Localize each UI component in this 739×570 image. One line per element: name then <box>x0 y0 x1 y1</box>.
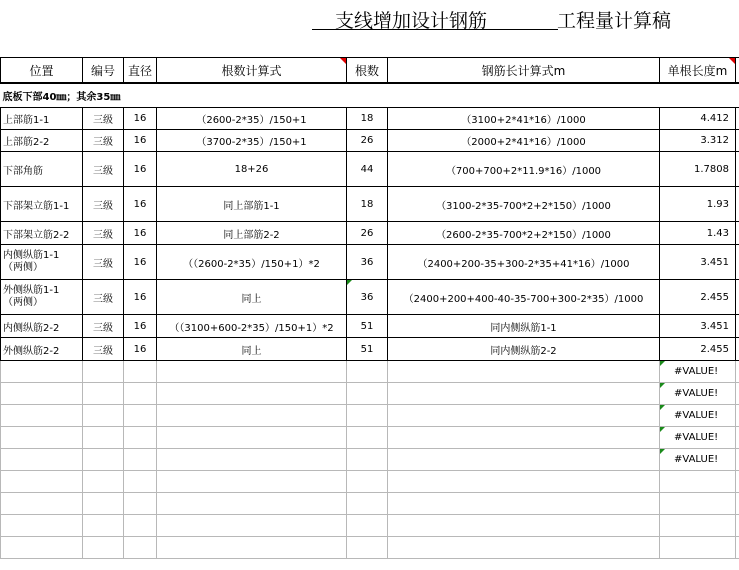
cell-extra[interactable] <box>736 245 739 280</box>
empty-cell[interactable] <box>388 405 660 427</box>
empty-cell[interactable] <box>660 515 736 537</box>
cell-position[interactable]: 内侧纵筋2-2 <box>1 315 83 338</box>
cell-code[interactable]: 三级 <box>83 222 124 245</box>
table-row <box>1 280 739 315</box>
cell-length-formula[interactable]: （2600-2*35-700*2+2*150）/1000 <box>388 222 660 245</box>
empty-cell[interactable] <box>83 493 124 515</box>
empty-cell[interactable] <box>157 537 347 559</box>
cell-extra[interactable] <box>736 152 739 187</box>
empty-cell[interactable] <box>347 537 388 559</box>
cell-unit-length[interactable]: 2.455 <box>660 280 736 315</box>
position-line1: 内侧纵筋1-1 <box>3 250 60 261</box>
cell-count-formula[interactable]: 同上部筋2-2 <box>157 222 347 245</box>
position-line1: 外侧纵筋1-1 <box>3 285 60 296</box>
empty-cell[interactable] <box>1 405 83 427</box>
header-unit-length[interactable]: 单根长度m <box>660 58 736 84</box>
empty-cell[interactable] <box>388 449 660 471</box>
cell-code[interactable]: 三级 <box>83 130 124 152</box>
cell-count-formula[interactable]: （3700-2*35）/150+1 <box>157 130 347 152</box>
cell-count-formula[interactable]: （（2600-2*35）/150+1）*2 <box>157 245 347 280</box>
table-row <box>1 383 739 405</box>
header-row <box>1 58 739 84</box>
table-row <box>1 537 739 559</box>
empty-cell[interactable] <box>83 515 124 537</box>
cell-extra[interactable] <box>736 187 739 222</box>
cell-count[interactable]: 36 <box>347 280 388 315</box>
table-row <box>1 108 739 130</box>
empty-cell[interactable] <box>388 493 660 515</box>
cell-position[interactable]: 下部角筋 <box>1 152 83 187</box>
cell-length-formula[interactable]: （3100+2*41*16）/1000 <box>388 108 660 130</box>
table-row <box>1 471 739 493</box>
empty-cell[interactable] <box>736 361 739 383</box>
cell-count-formula[interactable]: 同上 <box>157 338 347 361</box>
cell-extra[interactable] <box>736 280 739 315</box>
cell-diameter[interactable]: 16 <box>124 130 157 152</box>
empty-cell[interactable] <box>124 361 157 383</box>
cell-code[interactable]: 三级 <box>83 187 124 222</box>
cell-length-formula[interactable]: （2400+200-35+300-2*35+41*16）/1000 <box>388 245 660 280</box>
empty-cell[interactable] <box>124 537 157 559</box>
empty-cell[interactable] <box>157 471 347 493</box>
cell-unit-length[interactable]: 3.312 <box>660 130 736 152</box>
empty-cell[interactable] <box>124 471 157 493</box>
empty-cell[interactable] <box>83 471 124 493</box>
cover-note[interactable]: 底板下部40㎜；其余35㎜ <box>1 83 739 108</box>
table-row <box>1 152 739 187</box>
cell-diameter[interactable]: 16 <box>124 280 157 315</box>
position-line2: （两侧） <box>3 262 43 273</box>
empty-cell[interactable] <box>124 383 157 405</box>
empty-cell[interactable] <box>157 361 347 383</box>
error-cell[interactable]: #VALUE! <box>660 449 736 471</box>
error-cell[interactable]: #VALUE! <box>660 427 736 449</box>
cell-unit-length[interactable]: 4.412 <box>660 108 736 130</box>
empty-cell[interactable] <box>1 383 83 405</box>
empty-cell[interactable] <box>1 449 83 471</box>
table-row <box>1 245 739 280</box>
empty-cell[interactable] <box>388 427 660 449</box>
document-title <box>0 4 739 36</box>
header-position[interactable]: 位置 <box>1 58 83 84</box>
error-cell[interactable]: #VALUE! <box>660 383 736 405</box>
title-part2: 工程量计算稿 <box>557 10 672 32</box>
empty-cell[interactable] <box>347 405 388 427</box>
cell-unit-length[interactable]: 1.93 <box>660 187 736 222</box>
empty-cell[interactable] <box>157 405 347 427</box>
title-part1: 支线增加设计钢筋 <box>335 10 488 32</box>
cell-length-formula[interactable]: （2400+200+400-40-35-700+300-2*35）/1000 <box>388 280 660 315</box>
empty-cell[interactable] <box>124 405 157 427</box>
table-row <box>1 405 739 427</box>
cell-count[interactable]: 44 <box>347 152 388 187</box>
cell-code[interactable]: 三级 <box>83 152 124 187</box>
empty-cell[interactable] <box>1 515 83 537</box>
empty-cell[interactable] <box>1 361 83 383</box>
cell-count-formula[interactable]: （2600-2*35）/150+1 <box>157 108 347 130</box>
cell-position[interactable]: 上部筋2-2 <box>1 130 83 152</box>
calculation-table <box>0 57 739 559</box>
empty-cell[interactable] <box>83 405 124 427</box>
empty-cell[interactable] <box>347 427 388 449</box>
empty-cell[interactable] <box>157 383 347 405</box>
empty-cell[interactable] <box>736 537 739 559</box>
empty-cell[interactable] <box>347 471 388 493</box>
cell-count[interactable]: 26 <box>347 222 388 245</box>
empty-cell[interactable] <box>736 449 739 471</box>
cell-unit-length[interactable]: 1.7808 <box>660 152 736 187</box>
cell-position[interactable] <box>1 280 83 315</box>
cell-code[interactable]: 三级 <box>83 245 124 280</box>
empty-cell[interactable] <box>83 537 124 559</box>
cell-unit-length[interactable]: 1.43 <box>660 222 736 245</box>
cell-extra[interactable] <box>736 108 739 130</box>
empty-cell[interactable] <box>1 471 83 493</box>
cell-position[interactable]: 外侧纵筋2-2 <box>1 338 83 361</box>
empty-cell[interactable] <box>347 361 388 383</box>
cell-length-formula[interactable]: 同内侧纵筋2-2 <box>388 338 660 361</box>
empty-cell[interactable] <box>736 383 739 405</box>
cell-position[interactable]: 上部筋1-1 <box>1 108 83 130</box>
empty-cell[interactable] <box>660 493 736 515</box>
cell-unit-length[interactable]: 2.455 <box>660 338 736 361</box>
empty-cell[interactable] <box>736 515 739 537</box>
table-row <box>1 187 739 222</box>
empty-cell[interactable] <box>157 449 347 471</box>
table-row <box>1 493 739 515</box>
cell-count-formula[interactable]: 同上部筋1-1 <box>157 187 347 222</box>
error-cell[interactable]: #VALUE! <box>660 361 736 383</box>
header-code[interactable]: 编号 <box>83 58 124 84</box>
empty-cell[interactable] <box>83 383 124 405</box>
cell-diameter[interactable]: 16 <box>124 108 157 130</box>
cell-count[interactable]: 36 <box>347 245 388 280</box>
empty-cell[interactable] <box>736 493 739 515</box>
cell-code[interactable]: 三级 <box>83 315 124 338</box>
position-line2: （两侧） <box>3 297 43 308</box>
empty-cell[interactable] <box>347 515 388 537</box>
error-cell[interactable]: #VALUE! <box>660 405 736 427</box>
empty-cell[interactable] <box>388 471 660 493</box>
cell-count-formula[interactable]: 18+26 <box>157 152 347 187</box>
cell-position[interactable] <box>1 245 83 280</box>
empty-cell[interactable] <box>83 427 124 449</box>
empty-cell[interactable] <box>347 449 388 471</box>
empty-cell[interactable] <box>1 427 83 449</box>
empty-cell[interactable] <box>736 471 739 493</box>
cell-count[interactable]: 26 <box>347 130 388 152</box>
cell-diameter[interactable]: 16 <box>124 222 157 245</box>
cell-code[interactable]: 三级 <box>83 280 124 315</box>
table-row <box>1 427 739 449</box>
header-count-formula[interactable]: 根数计算式 <box>157 58 347 84</box>
empty-cell[interactable] <box>736 405 739 427</box>
note-row <box>1 83 739 108</box>
cell-count[interactable]: 51 <box>347 338 388 361</box>
empty-cell[interactable] <box>660 471 736 493</box>
cell-extra[interactable] <box>736 315 739 338</box>
cell-unit-length[interactable]: 3.451 <box>660 315 736 338</box>
empty-cell[interactable] <box>736 427 739 449</box>
empty-cell[interactable] <box>1 493 83 515</box>
cell-diameter[interactable]: 16 <box>124 245 157 280</box>
table-row <box>1 338 739 361</box>
empty-cell[interactable] <box>124 493 157 515</box>
cell-count[interactable]: 18 <box>347 108 388 130</box>
cell-extra[interactable] <box>736 338 739 361</box>
cell-count[interactable]: 18 <box>347 187 388 222</box>
header-diameter[interactable]: 直径 <box>124 58 157 84</box>
empty-cell[interactable] <box>124 449 157 471</box>
cell-code[interactable]: 三级 <box>83 338 124 361</box>
cell-length-formula[interactable]: 同内侧纵筋1-1 <box>388 315 660 338</box>
empty-cell[interactable] <box>388 361 660 383</box>
cell-unit-length[interactable]: 3.451 <box>660 245 736 280</box>
cell-position[interactable]: 下部架立筋1-1 <box>1 187 83 222</box>
table-row <box>1 315 739 338</box>
empty-cell[interactable] <box>347 383 388 405</box>
empty-cell[interactable] <box>660 537 736 559</box>
cell-diameter[interactable]: 16 <box>124 315 157 338</box>
empty-cell[interactable] <box>124 427 157 449</box>
table-row <box>1 130 739 152</box>
cell-diameter[interactable]: 16 <box>124 187 157 222</box>
cell-length-formula[interactable]: （2000+2*41*16）/1000 <box>388 130 660 152</box>
cell-diameter[interactable]: 16 <box>124 338 157 361</box>
empty-cell[interactable] <box>157 427 347 449</box>
cell-length-formula[interactable]: （3100-2*35-700*2+2*150）/1000 <box>388 187 660 222</box>
empty-cell[interactable] <box>124 515 157 537</box>
empty-cell[interactable] <box>157 493 347 515</box>
cell-extra[interactable] <box>736 130 739 152</box>
empty-cell[interactable] <box>388 515 660 537</box>
empty-cell[interactable] <box>347 493 388 515</box>
table-row <box>1 222 739 245</box>
cell-diameter[interactable]: 16 <box>124 152 157 187</box>
table-row <box>1 449 739 471</box>
cell-position[interactable]: 下部架立筋2-2 <box>1 222 83 245</box>
table-row <box>1 515 739 537</box>
cell-count[interactable]: 51 <box>347 315 388 338</box>
empty-cell[interactable] <box>388 537 660 559</box>
empty-cell[interactable] <box>388 383 660 405</box>
header-extra[interactable] <box>736 58 739 84</box>
cell-code[interactable]: 三级 <box>83 108 124 130</box>
table-row <box>1 361 739 383</box>
cell-count-formula[interactable]: （（3100+600-2*35）/150+1）*2 <box>157 315 347 338</box>
empty-cell[interactable] <box>157 515 347 537</box>
header-length-formula[interactable]: 钢筋长计算式m <box>388 58 660 84</box>
empty-cell[interactable] <box>83 361 124 383</box>
header-count[interactable]: 根数 <box>347 58 388 84</box>
cell-count-formula[interactable]: 同上 <box>157 280 347 315</box>
empty-cell[interactable] <box>1 537 83 559</box>
empty-cell[interactable] <box>83 449 124 471</box>
cell-extra[interactable] <box>736 222 739 245</box>
cell-length-formula[interactable]: （700+700+2*11.9*16）/1000 <box>388 152 660 187</box>
title-underline <box>312 29 558 30</box>
